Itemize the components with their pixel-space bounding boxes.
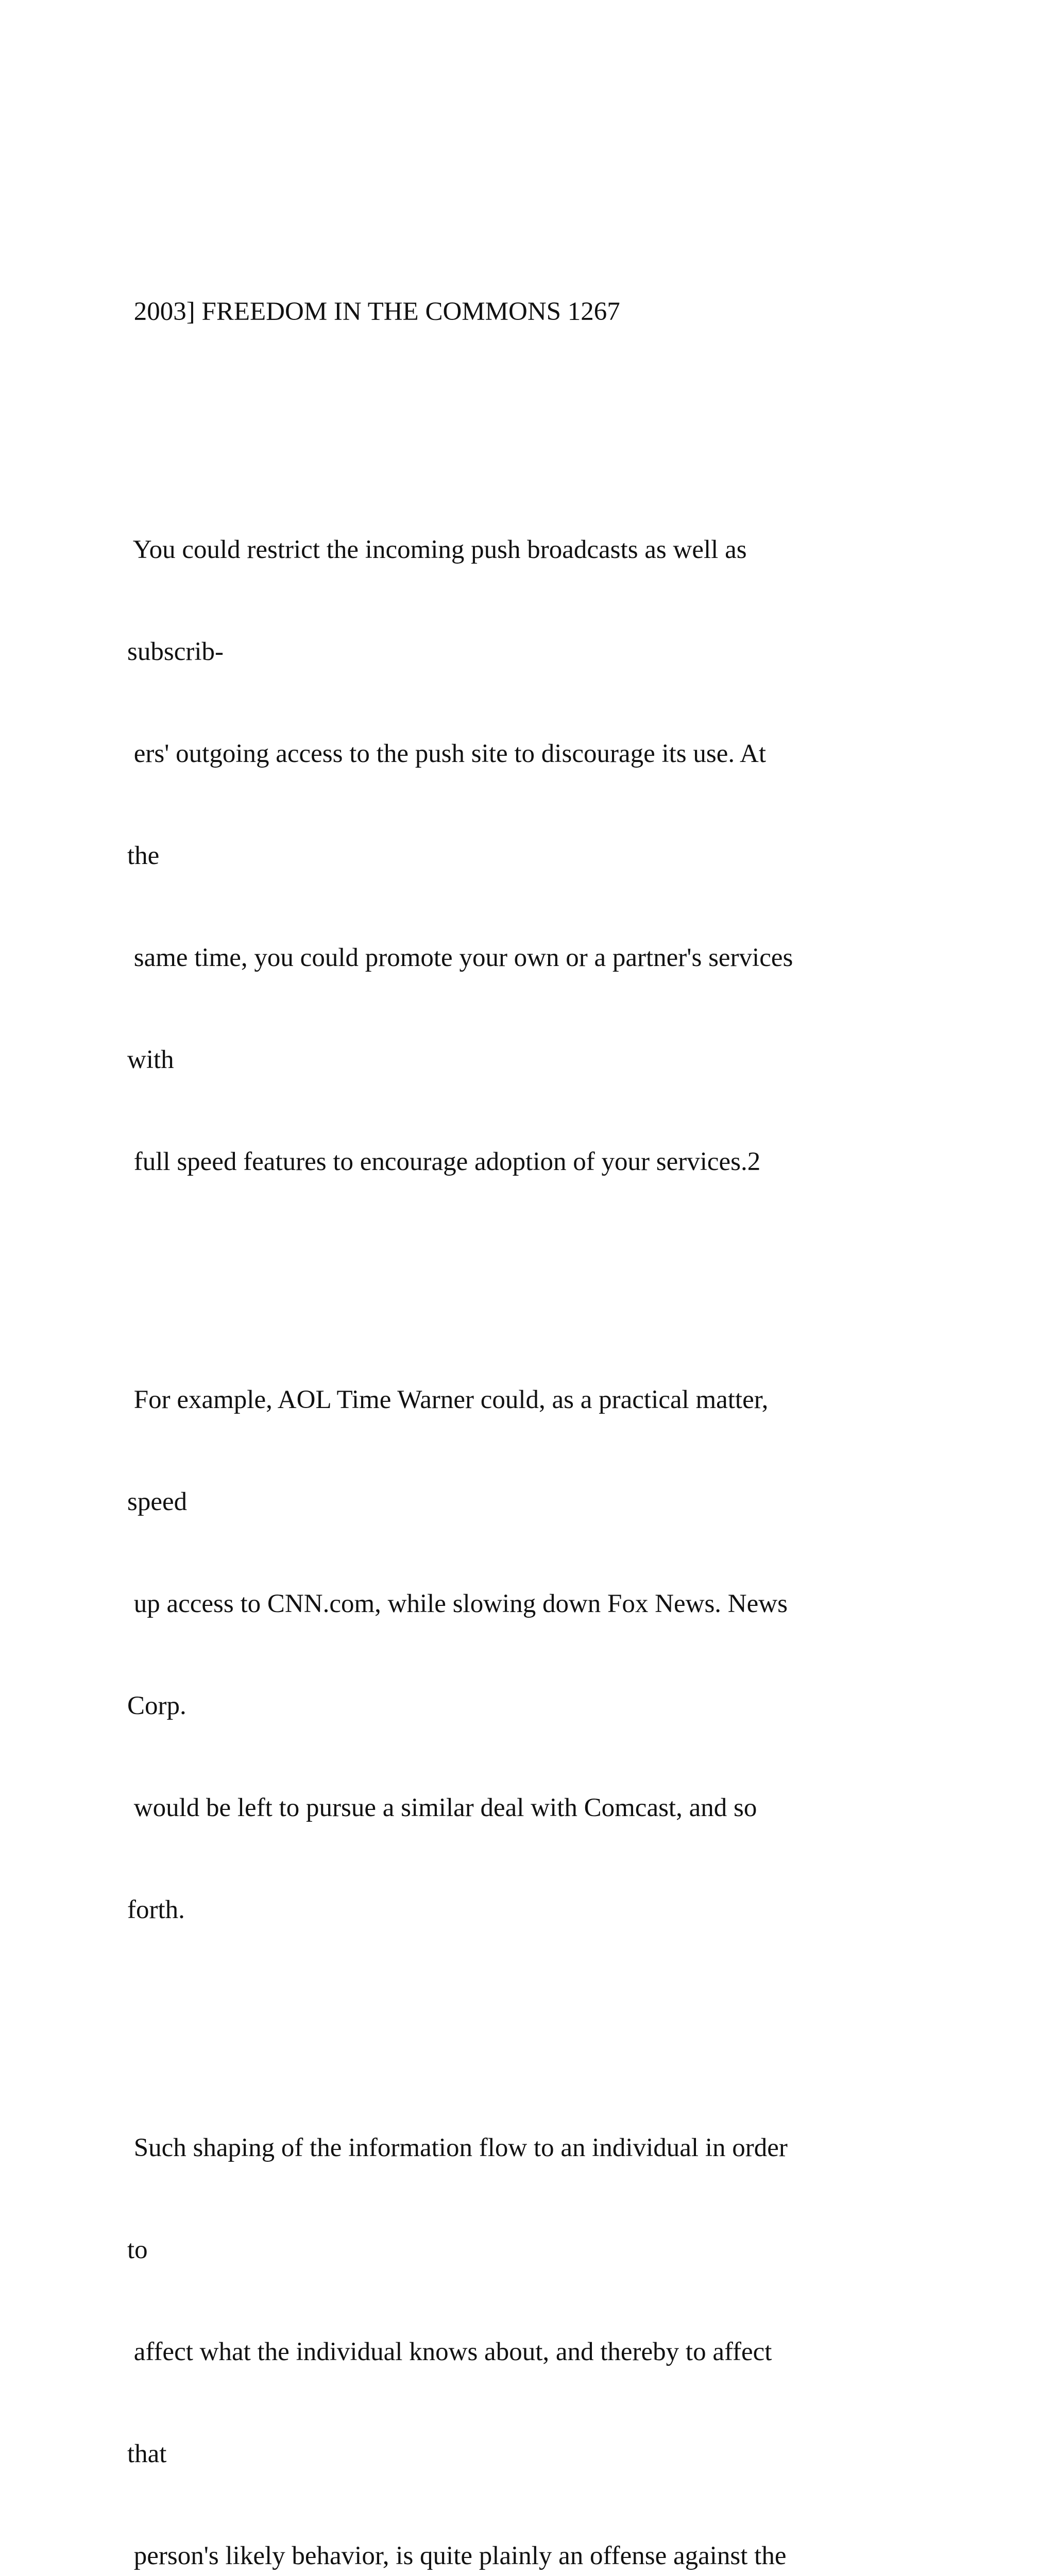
blank-line bbox=[127, 1995, 962, 2029]
paragraph-2-line-2: speed bbox=[127, 1487, 188, 1516]
paragraph-1-line-5: same time, you could promote your own or a partner's services bbox=[127, 943, 793, 972]
paragraph-3-line-3: affect what the individual knows about, and thereby to affect bbox=[127, 2337, 772, 2366]
paragraph-1-line-7: full speed features to encourage adoption of your services.2 bbox=[127, 1147, 761, 1176]
running-header: 2003] FREEDOM IN THE COMMONS 1267 bbox=[127, 297, 620, 326]
paragraph-2-line-6: forth. bbox=[127, 1895, 185, 1924]
paragraph-2-line-1: For example, AOL Time Warner could, as a practical matter, bbox=[127, 1385, 769, 1414]
paragraph-1-line-6: with bbox=[127, 1045, 174, 1074]
paragraph-1-line-2: subscrib- bbox=[127, 637, 224, 666]
paragraph-2-line-3: up access to CNN.com, while slowing down Fox News. News bbox=[127, 1589, 788, 1618]
paragraph-1-line-4: the bbox=[127, 841, 160, 870]
document-text bbox=[127, 227, 962, 2576]
blank-line bbox=[127, 397, 962, 431]
blank-line bbox=[127, 1247, 962, 1281]
paragraph-1-line-1: You could restrict the incoming push broadcasts as well as bbox=[127, 535, 747, 564]
paragraph-3-line-5: person's likely behavior, is quite plainly an offense against the bbox=[127, 2541, 787, 2570]
paragraph-2-line-5: would be left to pursue a similar deal with Comcast, and so bbox=[127, 1793, 757, 1822]
paragraph-3-line-4: that bbox=[127, 2439, 167, 2468]
paragraph-1-line-3: ers' outgoing access to the push site to discourage its use. At bbox=[127, 739, 767, 768]
paragraph-3-line-2: to bbox=[127, 2235, 148, 2264]
paragraph-2-line-4: Corp. bbox=[127, 1691, 186, 1720]
paragraph-3-line-1: Such shaping of the information flow to an individual in order bbox=[127, 2133, 788, 2162]
